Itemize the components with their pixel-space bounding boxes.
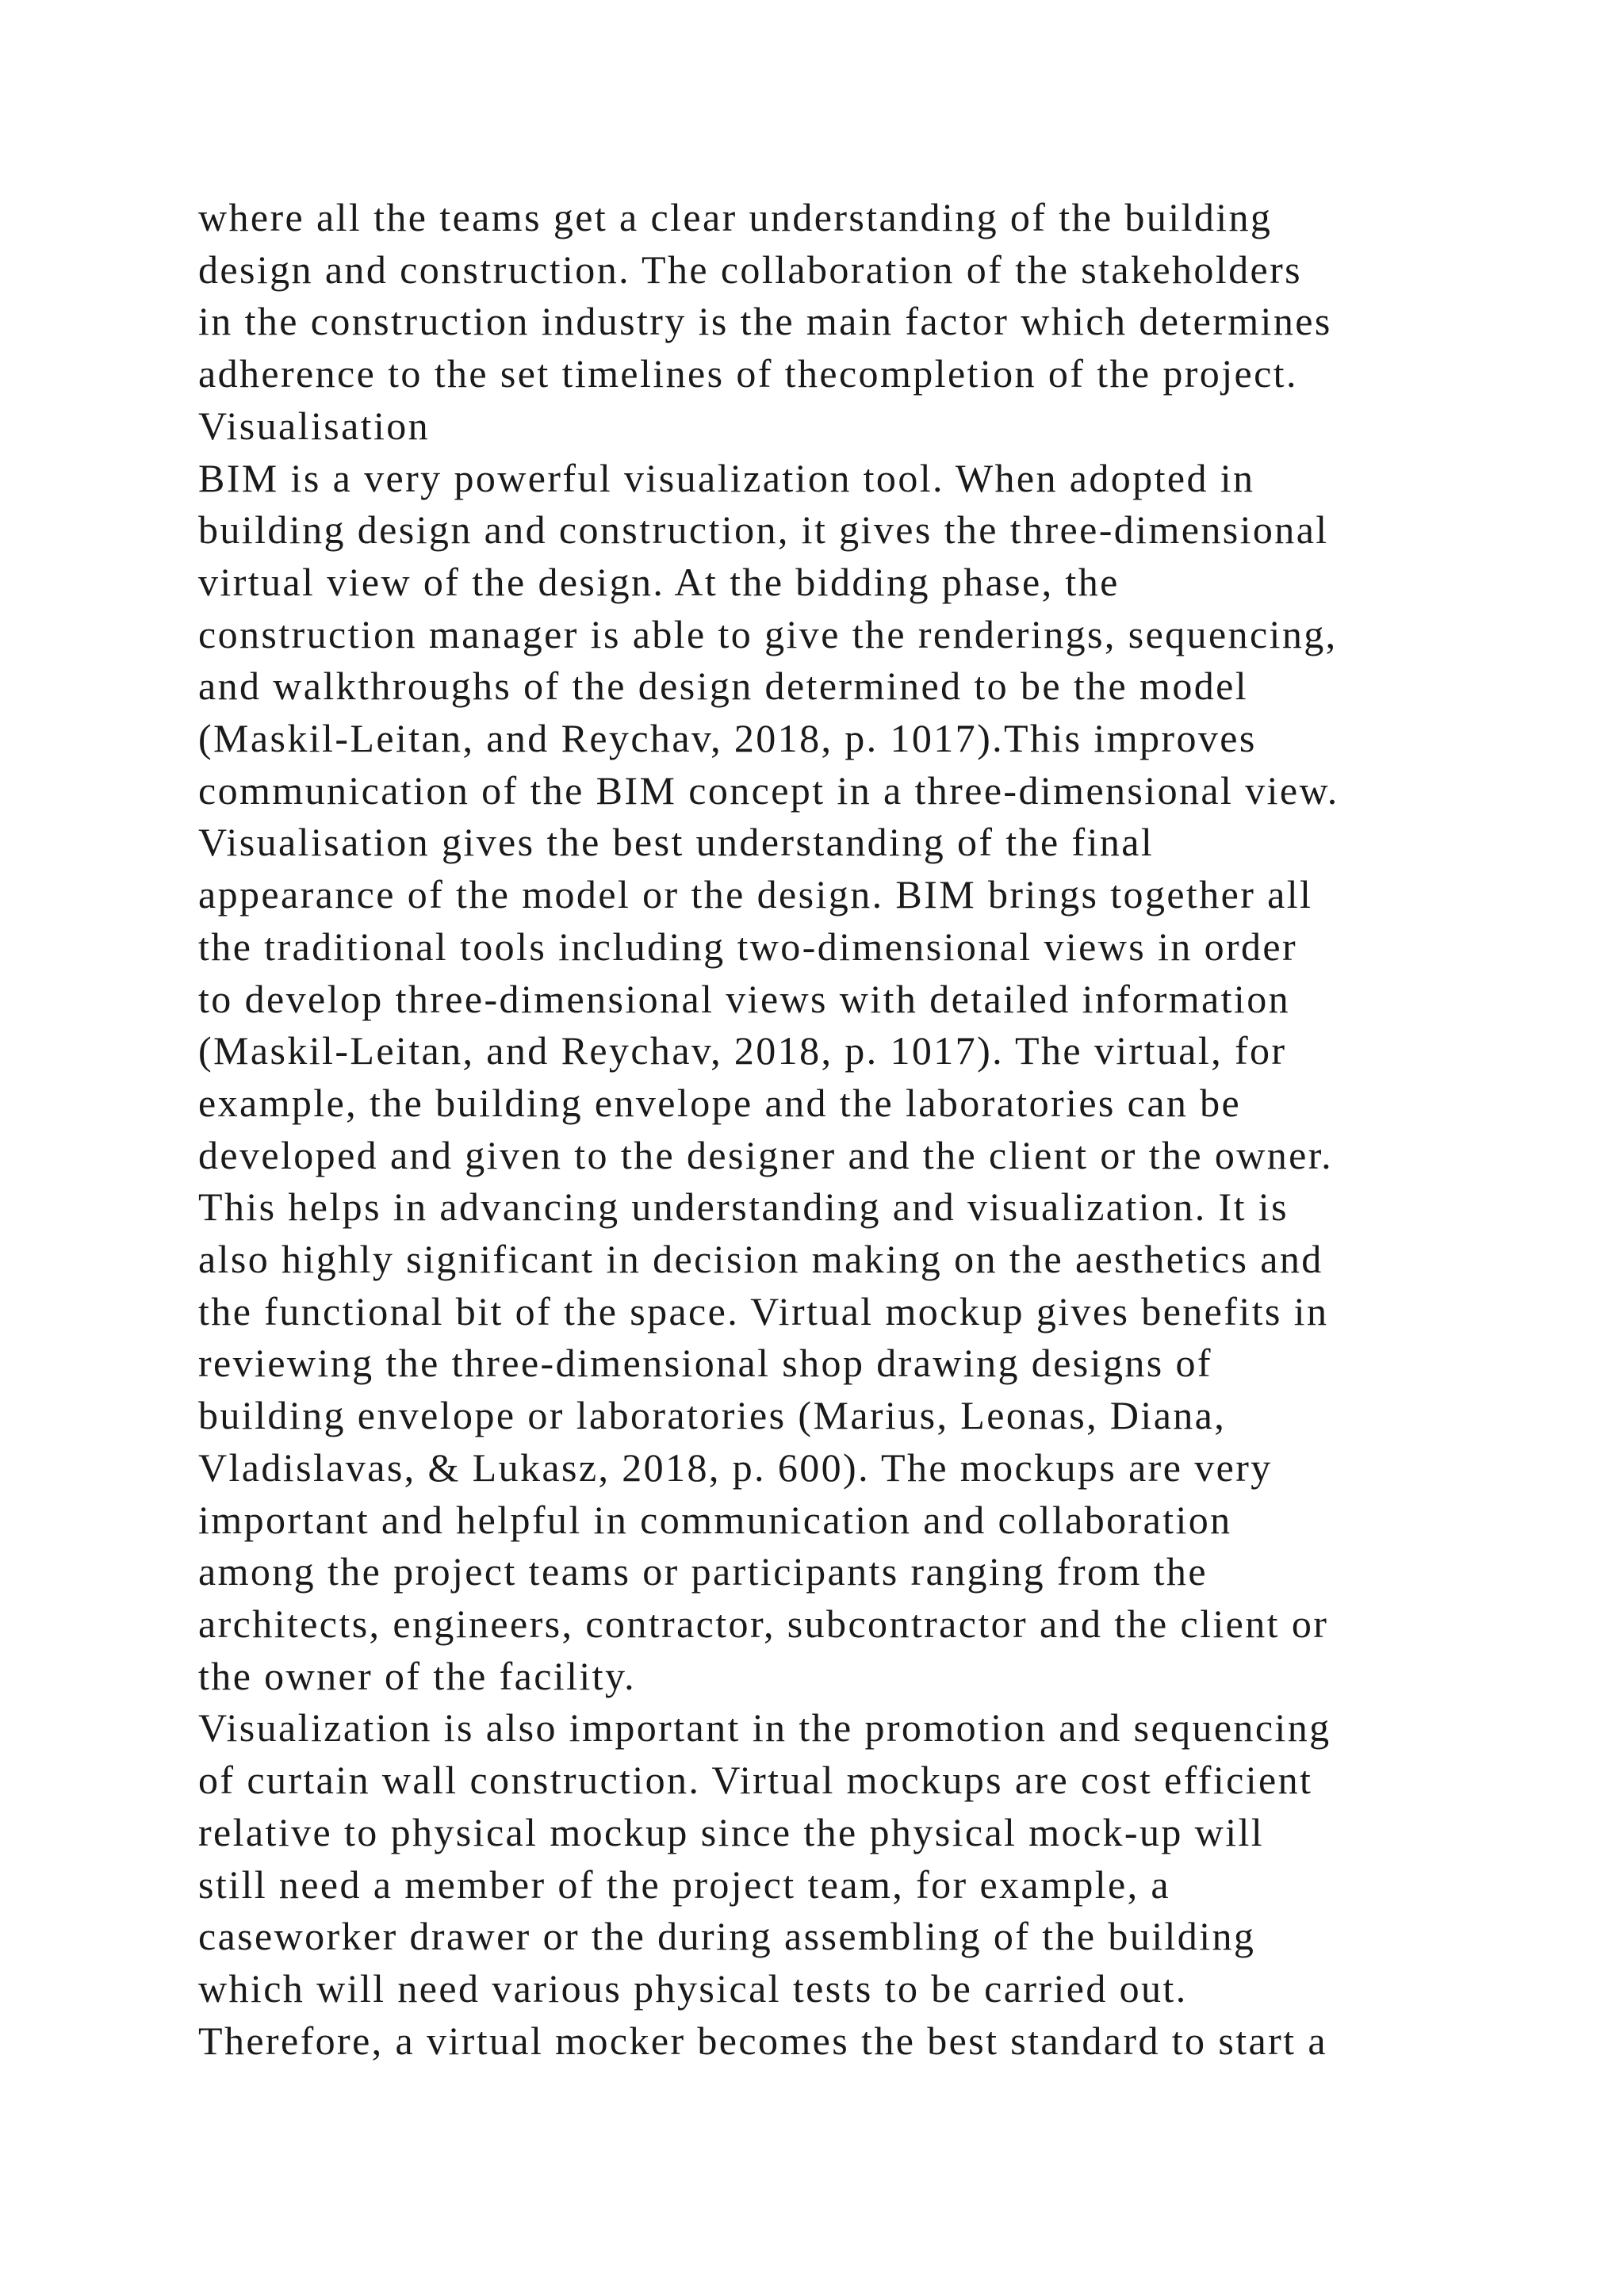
text-line: Visualisation gives the best understanding of the final: [198, 820, 1155, 865]
text-line: Therefore, a virtual mocker becomes the best standard to start a: [198, 2018, 1327, 2063]
text-line: developed and given to the designer and the client or the owner.: [198, 1132, 1333, 1177]
text-line: This helps in advancing understanding and visualization. It is: [198, 1184, 1289, 1230]
text-line: communication of the BIM concept in a three-dimensional view.: [198, 767, 1339, 813]
text-line: important and helpful in communication and collaboration: [198, 1497, 1232, 1542]
text-line: the owner of the facility.: [198, 1653, 637, 1698]
text-line: adherence to the set timelines of thecompletion of the project.: [198, 351, 1298, 396]
text-line: (Maskil-Leitan, and Reychav, 2018, p. 1017). The virtual, for: [198, 1028, 1287, 1073]
text-line: the functional bit of the space. Virtual mockup gives benefits in: [198, 1288, 1329, 1334]
text-line: where all the teams get a clear understanding of the building: [198, 195, 1273, 239]
text-line: relative to physical mockup since the physical mock-up will: [198, 1809, 1265, 1854]
text-line: design and construction. The collaboration of the stakeholders: [198, 247, 1302, 292]
text-line: example, the building envelope and the laboratories can be: [198, 1080, 1242, 1125]
text-line: virtual view of the design. At the bidding phase, the: [198, 559, 1120, 604]
text-line: building envelope or laboratories (Marius, Leonas, Diana,: [198, 1393, 1227, 1438]
text-line: construction manager is able to give the renderings, sequencing,: [198, 611, 1338, 656]
text-line: caseworker drawer or the during assembling of the building: [198, 1914, 1256, 1959]
text-line: and walkthroughs of the design determined to be the model: [198, 664, 1249, 709]
text-line: also highly significant in decision making on the aesthetics and: [198, 1237, 1323, 1282]
section-heading: Visualisation: [198, 403, 431, 448]
text-line: still need a member of the project team, for example, a: [198, 1862, 1170, 1907]
text-line: in the construction industry is the main factor which determines: [198, 299, 1332, 344]
text-line: which will need various physical tests to be carried out.: [198, 1965, 1188, 2011]
text-line: to develop three-dimensional views with detailed information: [198, 976, 1291, 1021]
text-line: of curtain wall construction. Virtual mockups are cost efficient: [198, 1758, 1313, 1803]
text-line: Visualization is also important in the promotion and sequencing: [198, 1705, 1331, 1751]
text-line: Vladislavas, & Lukasz, 2018, p. 600). The mockups are very: [198, 1445, 1273, 1490]
text-line: reviewing the three-dimensional shop drawing designs of: [198, 1341, 1212, 1386]
text-line: architects, engineers, contractor, subcontractor and the client or: [198, 1601, 1329, 1646]
text-line: appearance of the model or the design. BIM brings together all: [198, 872, 1313, 917]
text-line: building design and construction, it gives the three-dimensional: [198, 507, 1329, 553]
text-line: among the project teams or participants ranging from the: [198, 1549, 1208, 1594]
text-line: (Maskil-Leitan, and Reychav, 2018, p. 1017).This improves: [198, 716, 1257, 761]
body-text: [198, 192, 1562, 2067]
text-line: the traditional tools including two-dimensional views in order: [198, 924, 1298, 969]
text-line: BIM is a very powerful visualization tool. When adopted in: [198, 455, 1255, 500]
